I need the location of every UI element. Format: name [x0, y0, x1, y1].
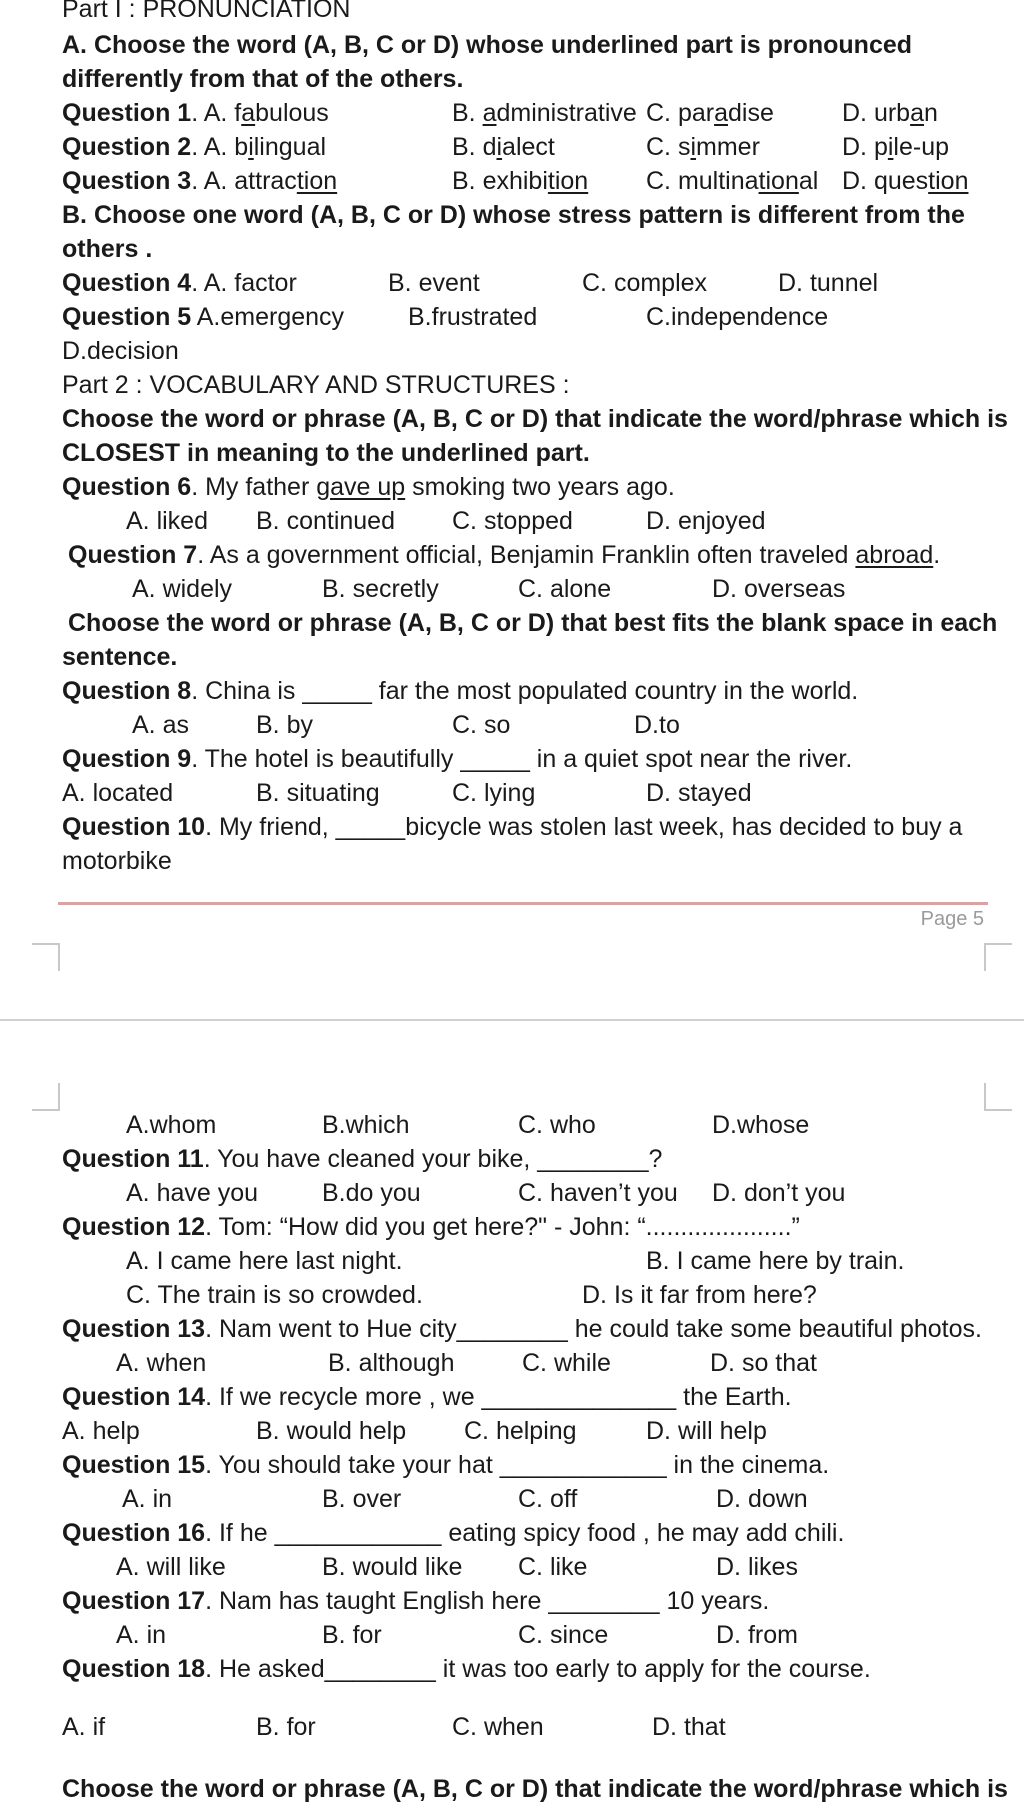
- closest-instruction: Choose the word or phrase (A, B, C or D) that indicate the word/phrase which is: [62, 405, 1008, 433]
- question-5-option-c: C.independence: [646, 303, 829, 331]
- question-11-option-b: B.do you: [322, 1179, 421, 1207]
- section-a-instruction: A. Choose the word (A, B, C or D) whose underlined part is pronounced: [62, 31, 913, 59]
- question-10-stem: Question 10. My friend, _____bicycle was stolen last week, has decided to buy a: [62, 813, 963, 841]
- question-13-option-b: B. although: [328, 1349, 455, 1377]
- question-14-option-c: C. helping: [464, 1417, 577, 1445]
- question-9-option-c: C. lying: [452, 779, 536, 807]
- question-15-option-d: D. down: [716, 1485, 808, 1513]
- question-8-stem: Question 8. China is _____ far the most populated country in the world.: [62, 677, 859, 705]
- question-2-option-d: D. pile-up: [842, 133, 950, 161]
- question-2-option-c: C. simmer: [646, 133, 760, 161]
- question-17-stem: Question 17. Nam has taught English here ________ 10 years.: [62, 1587, 770, 1615]
- section-b-instruction-cont: others .: [62, 235, 153, 263]
- question-17-option-b: B. for: [322, 1621, 382, 1649]
- question-14-option-a: A. help: [62, 1417, 140, 1445]
- question-5-stem: Question 5 A.emergency: [62, 303, 345, 331]
- closest-instruction-cont: CLOSEST in meaning to the underlined part.: [62, 439, 590, 467]
- question-7-option-b: B. secretly: [322, 575, 439, 603]
- question-5-option-d: D.decision: [62, 337, 179, 365]
- question-16-option-a: A. will like: [116, 1553, 226, 1581]
- closest-instruction-2: Choose the word or phrase (A, B, C or D) that indicate the word/phrase which is: [62, 1775, 1008, 1803]
- page-corner-mark: [32, 1083, 60, 1111]
- question-7-option-a: A. widely: [132, 575, 233, 603]
- question-3-option-c: C. multinational: [646, 167, 819, 195]
- question-7-stem: Question 7. As a government official, Benjamin Franklin often traveled abroad.: [68, 541, 941, 569]
- question-15-option-c: C. off: [518, 1485, 578, 1513]
- question-14-stem: Question 14. If we recycle more , we ______________ the Earth.: [62, 1383, 792, 1411]
- question-1-option-d: D. urban: [842, 99, 938, 127]
- question-3-stem: Question 3. A. attraction: [62, 167, 338, 195]
- question-18-stem: Question 18. He asked________ it was too early to apply for the course.: [62, 1655, 871, 1683]
- question-9-option-b: B. situating: [256, 779, 380, 807]
- question-14-option-d: D. will help: [646, 1417, 767, 1445]
- question-11-stem: Question 11. You have cleaned your bike, ________?: [62, 1145, 663, 1173]
- question-1-stem: Question 1. A. fabulous: [62, 99, 329, 127]
- question-4-stem: Question 4. A. factor: [62, 269, 297, 297]
- question-1-option-c: C. paradise: [646, 99, 774, 127]
- question-2-option-b: B. dialect: [452, 133, 555, 161]
- question-8-option-d: D.to: [634, 711, 680, 739]
- question-6-option-b: B. continued: [256, 507, 395, 535]
- question-16-option-d: D. likes: [716, 1553, 798, 1581]
- question-7-option-c: C. alone: [518, 575, 612, 603]
- question-9-option-d: D. stayed: [646, 779, 752, 807]
- question-13-option-d: D. so that: [710, 1349, 817, 1377]
- question-16-option-c: C. like: [518, 1553, 588, 1581]
- question-11-option-a: A. have you: [126, 1179, 259, 1207]
- question-1-option-b: B. administrative: [452, 99, 637, 127]
- page-footer-rule: [58, 902, 988, 905]
- question-9-option-a: A. located: [62, 779, 174, 807]
- question-8-option-c: C. so: [452, 711, 511, 739]
- question-18-option-b: B. for: [256, 1713, 316, 1741]
- question-12-option-d: D. Is it far from here?: [582, 1281, 817, 1309]
- question-2-stem: Question 2. A. bilingual: [62, 133, 327, 161]
- question-4-option-b: B. event: [388, 269, 480, 297]
- question-12-option-b: B. I came here by train.: [646, 1247, 905, 1275]
- question-3-option-b: B. exhibition: [452, 167, 589, 195]
- page-corner-mark: [984, 1083, 1012, 1111]
- question-6-option-a: A. liked: [126, 507, 208, 535]
- part1-title: Part I : PRONUNCIATION: [62, 0, 351, 23]
- question-16-option-b: B. would like: [322, 1553, 463, 1581]
- question-6-option-d: D. enjoyed: [646, 507, 766, 535]
- question-3-option-d: D. question: [842, 167, 969, 195]
- page-corner-mark: [32, 943, 60, 971]
- question-4-option-c: C. complex: [582, 269, 708, 297]
- question-10-stem-cont: motorbike: [62, 847, 172, 875]
- question-9-stem: Question 9. The hotel is beautifully _____ in a quiet spot near the river.: [62, 745, 853, 773]
- question-12-option-c: C. The train is so crowded.: [126, 1281, 423, 1309]
- question-10-option-c: C. who: [518, 1111, 596, 1139]
- question-10-option-a: A.whom: [126, 1111, 217, 1139]
- page-corner-mark: [984, 943, 1012, 971]
- question-17-option-d: D. from: [716, 1621, 798, 1649]
- section-a-instruction-cont: differently from that of the others.: [62, 65, 464, 93]
- page-number: Page 5: [920, 908, 984, 930]
- question-8-option-b: B. by: [256, 711, 313, 739]
- section-b-instruction: B. Choose one word (A, B, C or D) whose stress pattern is different from the: [62, 201, 965, 229]
- page-separator: [0, 1019, 1024, 1021]
- question-8-option-a: A. as: [132, 711, 189, 739]
- question-6-option-c: C. stopped: [452, 507, 573, 535]
- question-17-option-c: C. since: [518, 1621, 609, 1649]
- question-6-stem: Question 6. My father gave up smoking two years ago.: [62, 473, 675, 501]
- question-12-option-a: A. I came here last night.: [126, 1247, 403, 1275]
- question-13-stem: Question 13. Nam went to Hue city________ he could take some beautiful photos.: [62, 1315, 982, 1343]
- question-10-option-d: D.whose: [712, 1111, 810, 1139]
- question-4-option-d: D. tunnel: [778, 269, 879, 297]
- part2-title: Part 2 : VOCABULARY AND STRUCTURES :: [62, 371, 570, 399]
- question-11-option-d: D. don’t you: [712, 1179, 846, 1207]
- question-10-option-b: B.which: [322, 1111, 410, 1139]
- question-11-option-c: C. haven’t you: [518, 1179, 678, 1207]
- question-13-option-a: A. when: [116, 1349, 207, 1377]
- question-16-stem: Question 16. If he ____________ eating spicy food , he may add chili.: [62, 1519, 845, 1547]
- question-15-option-a: A. in: [122, 1485, 173, 1513]
- question-7-option-d: D. overseas: [712, 575, 846, 603]
- question-15-stem: Question 15. You should take your hat ____________ in the cinema.: [62, 1451, 830, 1479]
- blank-instruction-cont: sentence.: [62, 643, 178, 671]
- question-17-option-a: A. in: [116, 1621, 167, 1649]
- question-18-option-c: C. when: [452, 1713, 544, 1741]
- question-13-option-c: C. while: [522, 1349, 611, 1377]
- question-15-option-b: B. over: [322, 1485, 402, 1513]
- blank-instruction: Choose the word or phrase (A, B, C or D) that best fits the blank space in each: [68, 609, 998, 637]
- question-18-option-d: D. that: [652, 1713, 726, 1741]
- question-14-option-b: B. would help: [256, 1417, 407, 1445]
- question-18-option-a: A. if: [62, 1713, 106, 1741]
- question-12-stem: Question 12. Tom: “How did you get here?" - John: “.....................”: [62, 1213, 800, 1241]
- question-5-option-b: B.frustrated: [408, 303, 538, 331]
